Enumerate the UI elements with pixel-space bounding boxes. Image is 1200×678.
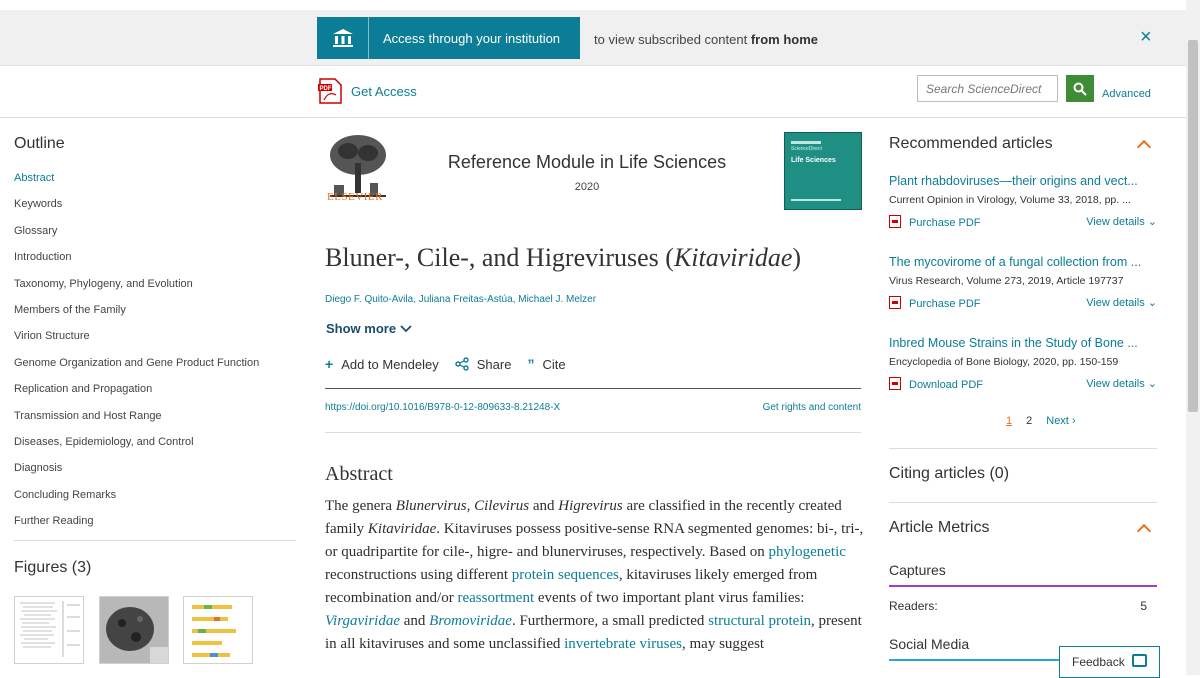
metrics-heading: Article Metrics: [889, 519, 990, 536]
banner-text: to view subscribed content: [594, 32, 748, 47]
outline-item-introduction[interactable]: Introduction: [14, 251, 72, 264]
access-institution-button[interactable]: [317, 17, 580, 59]
outline-item-keywords[interactable]: Keywords: [14, 198, 63, 211]
cite-button[interactable]: [527, 356, 565, 372]
captures-bar: [889, 585, 1157, 587]
link-protein-sequences[interactable]: protein sequences: [511, 567, 619, 583]
link-virgaviridae[interactable]: Virgaviridae: [325, 613, 400, 629]
recommended-source: Encyclopedia of Bone Biology, 2020, pp. 150-159: [889, 356, 1119, 368]
sidebar-divider: [889, 448, 1157, 449]
abstract-text: The genera Blunervirus, Cilevirus and Higrevirus are classified in the recently created family Kitaviridae. Kitaviruses possess positive-sense RNA segmented genomes: bi-, tri-, or quadripartite for cile-, higre- and blunerviruses, respectively. Based on phylogenetic reconstructions using different protein sequences, kitaviruses likely emerged from recombination and/or reassortment events of two important plant virus families: Virgaviridae and Bromoviridae. Furthermore, a small predicted structural protein, present in all kitaviruses and some unclassified invertebrate viruses, may suggest: [325, 498, 864, 652]
link-phylogenetic[interactable]: phylogenetic: [768, 544, 846, 560]
journal-title[interactable]: Reference Module in Life Sciences: [447, 152, 727, 172]
figure-thumbnail-3[interactable]: [183, 596, 253, 664]
rights-link[interactable]: Get rights and content: [762, 402, 861, 413]
get-access-label: Get Access: [351, 83, 417, 99]
scrollbar-thumb[interactable]: [1188, 40, 1198, 412]
add-mendeley-label: Add to Mendeley: [341, 356, 439, 372]
readers-value: 5: [1140, 599, 1147, 613]
get-access-link[interactable]: [318, 78, 417, 104]
close-icon[interactable]: ×: [1140, 26, 1152, 48]
outline-item-virion[interactable]: Virion Structure: [14, 330, 90, 343]
cover-series: ScienceDirect: [791, 146, 822, 152]
purchase-pdf-link[interactable]: Purchase PDF: [889, 296, 981, 310]
outline-item-further-reading[interactable]: Further Reading: [14, 515, 94, 528]
page-2[interactable]: 2: [1026, 415, 1033, 427]
outline-divider: [14, 540, 296, 541]
authors-list[interactable]: Diego F. Quito-Avila, Juliana Freitas-Astúa, Michael J. Melzer: [325, 294, 597, 305]
feedback-button[interactable]: [1059, 646, 1160, 678]
journal-year: 2020: [574, 181, 600, 193]
access-institution-label: Access through your institution: [383, 30, 561, 46]
social-media-label: Social Media: [889, 636, 970, 652]
banner-message: [594, 32, 818, 47]
quote-icon: ”: [527, 356, 535, 372]
outline-item-replication[interactable]: Replication and Propagation: [14, 383, 153, 396]
download-pdf-link[interactable]: Download PDF: [889, 377, 983, 391]
page-1[interactable]: 1: [1006, 415, 1013, 427]
link-reassortment[interactable]: reassortment: [457, 590, 535, 606]
outline-title: Outline: [14, 135, 65, 152]
pdf-icon: [889, 296, 901, 309]
show-more-label: Show more: [326, 321, 397, 336]
journal-cover[interactable]: [784, 132, 862, 210]
figure-thumbnail-2[interactable]: [99, 596, 169, 664]
view-details-link[interactable]: View details ⌄: [1086, 378, 1157, 390]
outline-item-diagnosis[interactable]: Diagnosis: [14, 462, 63, 475]
recommended-source: Virus Research, Volume 273, 2019, Article 197737: [889, 275, 1124, 287]
search-icon: [1073, 82, 1087, 96]
captures-label: Captures: [889, 562, 946, 578]
chat-icon: [1132, 654, 1147, 667]
share-label: Share: [476, 356, 512, 372]
outline-item-members[interactable]: Members of the Family: [14, 303, 126, 316]
recommended-title[interactable]: Plant rhabdoviruses—their origins and vect...: [889, 174, 1138, 188]
chevron-up-icon[interactable]: [1137, 140, 1151, 154]
outline-item-transmission[interactable]: Transmission and Host Range: [14, 409, 162, 422]
outline-item-taxonomy[interactable]: Taxonomy, Phylogeny, and Evolution: [14, 277, 193, 290]
citing-articles-heading[interactable]: Citing articles (0): [889, 465, 1010, 482]
chevron-down-icon: [400, 325, 412, 333]
purchase-pdf-link[interactable]: Purchase PDF: [889, 215, 981, 229]
recommended-title[interactable]: The mycovirome of a fungal collection from ...: [889, 255, 1142, 269]
institution-banner: [0, 10, 1186, 66]
view-details-link[interactable]: View details ⌄: [1086, 216, 1157, 228]
article-toolbar: [0, 66, 1186, 118]
search-button[interactable]: [1066, 75, 1094, 102]
figures-title: Figures (3): [14, 559, 92, 576]
svg-text:PDF: PDF: [319, 86, 332, 92]
top-strip: [0, 0, 1200, 10]
cover-label: Life Sciences: [791, 157, 836, 164]
recommended-heading: Recommended articles: [889, 135, 1053, 152]
link-structural-protein[interactable]: structural protein: [708, 613, 812, 629]
recommended-item: [889, 336, 1157, 391]
readers-label: Readers:: [889, 599, 938, 613]
article-title-end: ): [792, 243, 802, 272]
readers-row: [889, 599, 1147, 613]
cover-top-stripe: [791, 141, 821, 144]
pdf-icon: [889, 377, 901, 390]
add-mendeley-button[interactable]: [325, 356, 439, 372]
outline-item-glossary[interactable]: Glossary: [14, 224, 58, 237]
cite-label: Cite: [542, 356, 566, 372]
sidebar-divider: [889, 502, 1157, 503]
link-invertebrate-viruses[interactable]: invertebrate viruses: [564, 636, 682, 652]
cover-bottom-stripe: [791, 199, 841, 201]
article-title-text: Bluner-, Cile-, and Higreviruses (: [325, 243, 674, 272]
article-actions: [325, 356, 582, 372]
recommended-pager: [1006, 415, 1076, 427]
outline-item-genome[interactable]: Genome Organization and Gene Product Function: [14, 356, 260, 369]
pdf-icon: [889, 215, 901, 228]
outline-list: [14, 172, 259, 541]
recommended-source: Current Opinion in Virology, Volume 33, 2018, pp. ...: [889, 194, 1131, 206]
actions-divider: [325, 388, 861, 389]
show-more-button[interactable]: [326, 321, 412, 336]
outline-item-concluding[interactable]: Concluding Remarks: [14, 488, 117, 501]
recommended-item: [889, 255, 1157, 310]
view-details-link[interactable]: View details ⌄: [1086, 297, 1157, 309]
figure-thumbnail-1[interactable]: [14, 596, 84, 664]
share-icon: [455, 357, 469, 371]
institution-icon: [317, 17, 369, 59]
next-page-link[interactable]: Next ›: [1046, 415, 1076, 427]
article-title-italic: Kitaviridae: [673, 243, 793, 272]
share-button[interactable]: [455, 356, 512, 372]
chevron-right-icon: ›: [1071, 415, 1076, 427]
outline-item-diseases[interactable]: Diseases, Epidemiology, and Control: [14, 435, 194, 448]
doi-divider: [325, 432, 861, 433]
recommended-item: [889, 174, 1157, 229]
publisher-name: ELSEVIER: [327, 191, 383, 203]
article-title: [325, 243, 801, 273]
outline-item-abstract[interactable]: Abstract: [14, 172, 55, 184]
advanced-search-link[interactable]: Advanced: [1102, 88, 1151, 100]
abstract-heading: Abstract: [325, 463, 393, 485]
banner-text-bold: from home: [750, 32, 818, 47]
recommended-title[interactable]: Inbred Mouse Strains in the Study of Bone ...: [889, 336, 1138, 350]
chevron-up-icon[interactable]: [1137, 524, 1151, 538]
feedback-label: Feedback: [1072, 655, 1125, 669]
link-bromoviridae[interactable]: Bromoviridae: [429, 613, 512, 629]
plus-icon: +: [325, 356, 334, 372]
pdf-icon: [318, 78, 343, 104]
doi-link[interactable]: https://doi.org/10.1016/B978-0-12-809633-8.21248-X: [325, 402, 561, 413]
search-input[interactable]: Search ScienceDirect: [917, 75, 1058, 102]
